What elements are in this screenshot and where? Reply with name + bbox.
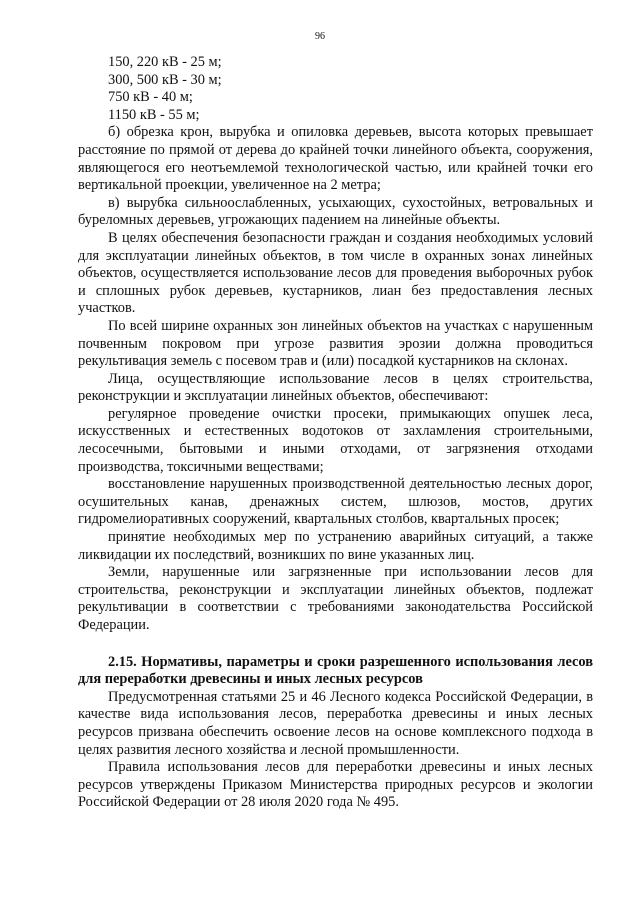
paragraph-obligation-cleaning: регулярное проведение очистки просеки, примыкающих опушек леса, искусственных и естественных водотоков от захламления строительными, лесосечными, бытовыми и иными отходами, от загрязнения отходами производства, токсичными веществами;: [78, 405, 593, 475]
voltage-line: 150, 220 кВ - 25 м;: [108, 54, 222, 70]
voltage-line: 300, 500 кВ - 30 м;: [108, 71, 222, 88]
voltage-line: 1150 кВ - 55 м;: [108, 106, 200, 123]
page-content: [78, 54, 593, 812]
paragraph-processing-rules: Правила использования лесов для переработки древесины и иных лесных ресурсов утверждены Приказом Министерства природных ресурсов и экологии Российской Федерации от 28 июля 2020 года № 495.: [78, 759, 593, 811]
paragraph-disturbed-lands: Земли, нарушенные или загрязненные при использовании лесов для строительства, реконструкции и эксплуатации линейных объектов, подлежат рекультивации в соответствии с требованиями законодательства Российской Федерации.: [78, 564, 593, 633]
paragraph-obligation-restoration: восстановление нарушенных производственной деятельностью лесных дорог, осушительных канав, дренажных систем, шлюзов, мостов, других гидромелиоративных сооружений, квартальных столбов, квартальных просек;: [78, 476, 593, 528]
page-number: 96: [315, 31, 325, 42]
paragraph-obligations-intro: Лица, осуществляющие использование лесов в целях строительства, реконструкции и эксплуатации линейных объектов, обеспечивают:: [78, 370, 593, 405]
paragraph-obligation-emergency: принятие необходимых мер по устранению аварийных ситуаций, а также ликвидации их последствий, возникших по вине указанных лиц.: [78, 529, 593, 563]
paragraph-item-b: б) обрезка крон, вырубка и опиловка деревьев, высота которых превышает расстояние по прямой от дерева до крайней точки линейного объекта, сооружения, являющегося его неотъемлемой технологической частью, или крайней точки его вертикальной проекции, увеличенное на 2 метра;: [78, 124, 593, 194]
voltage-line: 750 кВ - 40 м;: [108, 89, 193, 106]
paragraph-safety: В целях обеспечения безопасности граждан и создания необходимых условий для эксплуатации линейных объектов, в том числе в охранных зонах линейных объектов, осуществляется использование лесов для проведения выборочных рубок и сплошных рубок деревьев, кустарников, лиан без предоставления лесных участков.: [78, 229, 593, 317]
paragraph-processing-purpose: Предусмотренная статьями 25 и 46 Лесного кодекса Российской Федерации, в качестве вида использования лесов, переработка древесины и иных лесных ресурсов призвана обеспечить освоение лесов на основе комплексного подхода в целях развития лесного хозяйства и лесной промышленности.: [78, 688, 593, 758]
section-heading: 2.15. Нормативы, параметры и сроки разрешенного использования лесов для переработки древесины и иных лесных ресурсов: [78, 653, 593, 688]
paragraph-item-v: в) вырубка сильноослабленных, усыхающих, сухостойных, ветровальных и буреломных деревьев, угрожающих падением на линейные объекты.: [78, 194, 593, 229]
paragraph-recultivation: По всей ширине охранных зон линейных объектов на участках с нарушенным почвенным покровом при угрозе развития эрозии должна проводиться рекультивация земель с посевом трав и (или) посадкой кустарников на склонах.: [78, 317, 593, 370]
